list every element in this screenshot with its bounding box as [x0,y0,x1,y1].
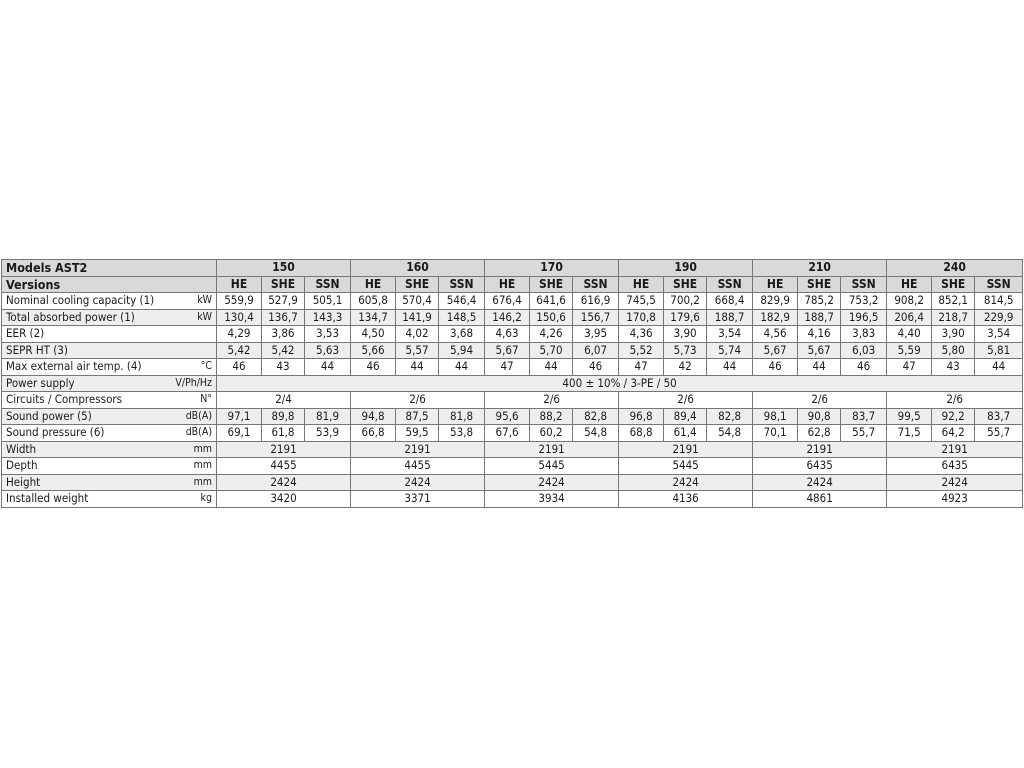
row-label: Width [2,441,159,458]
version-header: SSN [439,276,485,293]
group-value-cell: 2/6 [619,392,753,409]
version-header: SHE [664,276,707,293]
value-cell: 87,5 [396,408,439,425]
table-row [2,491,1023,508]
value-cell: 67,6 [485,425,530,442]
group-value-cell: 2/4 [217,392,351,409]
row-label: Nominal cooling capacity (1) [2,293,159,310]
value-cell: 92,2 [932,408,975,425]
models-row [2,260,1023,277]
value-cell: 53,9 [305,425,351,442]
row-label: Circuits / Compressors [2,392,159,409]
value-cell: 5,63 [305,342,351,359]
model-header: 190 [619,260,753,277]
value-cell: 188,7 [707,309,753,326]
group-value-cell: 2191 [217,441,351,458]
row-unit: mm [159,474,217,491]
group-value-cell: 2/6 [351,392,485,409]
value-cell: 5,94 [439,342,485,359]
row-label: Height [2,474,159,491]
value-cell: 71,5 [887,425,932,442]
version-header: SHE [798,276,841,293]
value-cell: 3,53 [305,326,351,343]
group-value-cell: 4861 [753,491,887,508]
value-cell: 82,8 [573,408,619,425]
version-header: HE [619,276,664,293]
version-header: HE [485,276,530,293]
value-cell: 99,5 [887,408,932,425]
value-cell: 4,29 [217,326,262,343]
group-value-cell: 3934 [485,491,619,508]
version-header: SHE [396,276,439,293]
value-cell: 5,80 [932,342,975,359]
value-cell: 44 [396,359,439,376]
value-cell: 46 [841,359,887,376]
value-cell: 605,8 [351,293,396,310]
row-unit: °C [159,359,217,376]
table-row [2,441,1023,458]
group-value-cell: 2191 [887,441,1023,458]
value-cell: 88,2 [530,408,573,425]
row-unit: dB(A) [159,425,217,442]
table-row [2,474,1023,491]
value-cell: 505,1 [305,293,351,310]
value-cell: 46 [573,359,619,376]
row-value: 400 ± 10% / 3-PE / 50 [217,375,1023,392]
value-cell: 852,1 [932,293,975,310]
version-header: HE [217,276,262,293]
row-label: EER (2) [2,326,159,343]
value-cell: 4,26 [530,326,573,343]
row-unit [159,342,217,359]
group-value-cell: 2424 [351,474,485,491]
group-value-cell: 2424 [753,474,887,491]
row-label: Total absorbed power (1) [2,309,159,326]
value-cell: 5,66 [351,342,396,359]
value-cell: 54,8 [573,425,619,442]
value-cell: 6,03 [841,342,887,359]
version-header: SHE [530,276,573,293]
row-unit: kW [159,293,217,310]
value-cell: 60,2 [530,425,573,442]
group-value-cell: 2/6 [753,392,887,409]
value-cell: 46 [753,359,798,376]
value-cell: 82,8 [707,408,753,425]
value-cell: 47 [619,359,664,376]
value-cell: 5,74 [707,342,753,359]
value-cell: 62,8 [798,425,841,442]
value-cell: 64,2 [932,425,975,442]
version-header: HE [753,276,798,293]
value-cell: 182,9 [753,309,798,326]
row-label: Installed weight [2,491,159,508]
group-value-cell: 2191 [753,441,887,458]
group-value-cell: 2191 [619,441,753,458]
value-cell: 143,3 [305,309,351,326]
version-header: SSN [707,276,753,293]
value-cell: 5,81 [975,342,1023,359]
value-cell: 5,67 [798,342,841,359]
group-value-cell: 3371 [351,491,485,508]
value-cell: 44 [305,359,351,376]
value-cell: 42 [664,359,707,376]
version-header: SHE [262,276,305,293]
spec-table-body [2,260,1023,508]
version-header: SSN [573,276,619,293]
value-cell: 4,02 [396,326,439,343]
row-unit: N° [159,392,217,409]
value-cell: 4,50 [351,326,396,343]
value-cell: 141,9 [396,309,439,326]
value-cell: 4,63 [485,326,530,343]
value-cell: 5,70 [530,342,573,359]
row-unit: V/Ph/Hz [159,375,217,392]
value-cell: 81,8 [439,408,485,425]
group-value-cell: 6435 [887,458,1023,475]
value-cell: 134,7 [351,309,396,326]
value-cell: 546,4 [439,293,485,310]
value-cell: 3,54 [707,326,753,343]
value-cell: 44 [530,359,573,376]
group-value-cell: 4136 [619,491,753,508]
row-unit: dB(A) [159,408,217,425]
group-value-cell: 2191 [351,441,485,458]
value-cell: 46 [217,359,262,376]
value-cell: 43 [262,359,305,376]
group-value-cell: 2424 [485,474,619,491]
value-cell: 90,8 [798,408,841,425]
value-cell: 5,42 [217,342,262,359]
value-cell: 47 [485,359,530,376]
group-value-cell: 2/6 [485,392,619,409]
value-cell: 4,36 [619,326,664,343]
value-cell: 97,1 [217,408,262,425]
value-cell: 53,8 [439,425,485,442]
versions-row [2,276,1023,293]
version-header: HE [351,276,396,293]
value-cell: 146,2 [485,309,530,326]
value-cell: 4,56 [753,326,798,343]
value-cell: 95,6 [485,408,530,425]
value-cell: 44 [798,359,841,376]
models-label: Models AST2 [2,260,217,277]
value-cell: 829,9 [753,293,798,310]
group-value-cell: 6435 [753,458,887,475]
group-value-cell: 2424 [887,474,1023,491]
table-row [2,359,1023,376]
group-value-cell: 4455 [351,458,485,475]
group-value-cell: 2/6 [887,392,1023,409]
value-cell: 98,1 [753,408,798,425]
value-cell: 136,7 [262,309,305,326]
value-cell: 5,67 [485,342,530,359]
value-cell: 5,73 [664,342,707,359]
value-cell: 5,59 [887,342,932,359]
value-cell: 6,07 [573,342,619,359]
group-value-cell: 2191 [485,441,619,458]
row-label: Power supply [2,375,159,392]
value-cell: 641,6 [530,293,573,310]
value-cell: 156,7 [573,309,619,326]
value-cell: 676,4 [485,293,530,310]
value-cell: 5,67 [753,342,798,359]
value-cell: 55,7 [975,425,1023,442]
value-cell: 54,8 [707,425,753,442]
row-label: SEPR HT (3) [2,342,159,359]
value-cell: 206,4 [887,309,932,326]
table-row [2,293,1023,310]
group-value-cell: 4455 [217,458,351,475]
value-cell: 3,86 [262,326,305,343]
value-cell: 59,5 [396,425,439,442]
value-cell: 188,7 [798,309,841,326]
value-cell: 94,8 [351,408,396,425]
value-cell: 570,4 [396,293,439,310]
value-cell: 150,6 [530,309,573,326]
model-header: 150 [217,260,351,277]
row-unit: mm [159,441,217,458]
value-cell: 89,4 [664,408,707,425]
value-cell: 3,90 [664,326,707,343]
value-cell: 4,16 [798,326,841,343]
value-cell: 69,1 [217,425,262,442]
row-unit: mm [159,458,217,475]
value-cell: 3,95 [573,326,619,343]
value-cell: 47 [887,359,932,376]
value-cell: 170,8 [619,309,664,326]
row-unit: kW [159,309,217,326]
value-cell: 4,40 [887,326,932,343]
value-cell: 700,2 [664,293,707,310]
table-row [2,392,1023,409]
row-unit: kg [159,491,217,508]
value-cell: 218,7 [932,309,975,326]
model-header: 160 [351,260,485,277]
value-cell: 229,9 [975,309,1023,326]
group-value-cell: 2424 [217,474,351,491]
table-row [2,326,1023,343]
row-label: Depth [2,458,159,475]
value-cell: 5,52 [619,342,664,359]
version-header: SSN [975,276,1023,293]
value-cell: 83,7 [975,408,1023,425]
value-cell: 908,2 [887,293,932,310]
value-cell: 43 [932,359,975,376]
model-header: 240 [887,260,1023,277]
value-cell: 3,90 [932,326,975,343]
value-cell: 3,54 [975,326,1023,343]
group-value-cell: 4923 [887,491,1023,508]
value-cell: 745,5 [619,293,664,310]
group-value-cell: 2424 [619,474,753,491]
value-cell: 814,5 [975,293,1023,310]
value-cell: 44 [707,359,753,376]
version-header: SSN [305,276,351,293]
value-cell: 68,8 [619,425,664,442]
row-unit [159,326,217,343]
model-header: 170 [485,260,619,277]
table-row [2,342,1023,359]
value-cell: 5,42 [262,342,305,359]
value-cell: 96,8 [619,408,664,425]
version-header: SHE [932,276,975,293]
value-cell: 89,8 [262,408,305,425]
value-cell: 46 [351,359,396,376]
group-value-cell: 5445 [619,458,753,475]
value-cell: 179,6 [664,309,707,326]
value-cell: 616,9 [573,293,619,310]
row-label: Sound pressure (6) [2,425,159,442]
value-cell: 148,5 [439,309,485,326]
value-cell: 3,83 [841,326,887,343]
table-row [2,408,1023,425]
value-cell: 81,9 [305,408,351,425]
value-cell: 130,4 [217,309,262,326]
table-row [2,425,1023,442]
version-header: HE [887,276,932,293]
value-cell: 196,5 [841,309,887,326]
value-cell: 753,2 [841,293,887,310]
spec-table [1,259,1023,508]
value-cell: 61,8 [262,425,305,442]
table-row [2,375,1023,392]
model-header: 210 [753,260,887,277]
value-cell: 44 [439,359,485,376]
versions-label: Versions [2,276,217,293]
row-label: Sound power (5) [2,408,159,425]
version-header: SSN [841,276,887,293]
group-value-cell: 3420 [217,491,351,508]
value-cell: 559,9 [217,293,262,310]
value-cell: 785,2 [798,293,841,310]
table-row [2,458,1023,475]
value-cell: 55,7 [841,425,887,442]
value-cell: 70,1 [753,425,798,442]
value-cell: 5,57 [396,342,439,359]
value-cell: 527,9 [262,293,305,310]
group-value-cell: 5445 [485,458,619,475]
row-label: Max external air temp. (4) [2,359,159,376]
value-cell: 61,4 [664,425,707,442]
value-cell: 3,68 [439,326,485,343]
value-cell: 66,8 [351,425,396,442]
value-cell: 83,7 [841,408,887,425]
value-cell: 668,4 [707,293,753,310]
table-row [2,309,1023,326]
value-cell: 44 [975,359,1023,376]
